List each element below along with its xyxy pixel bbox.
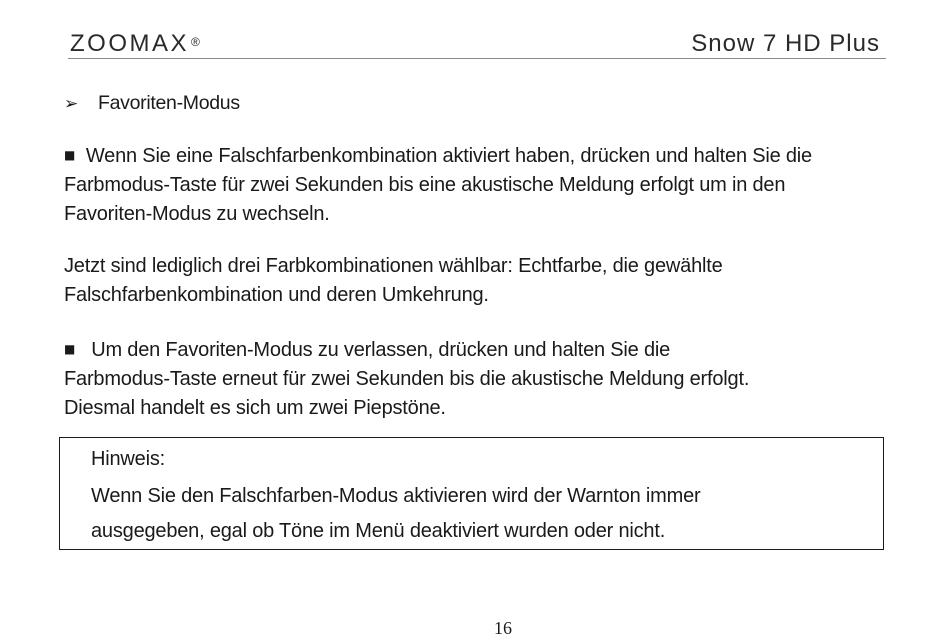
- square-bullet-icon: ■: [64, 342, 76, 356]
- paragraph-line: Farbmodus-Taste erneut für zwei Sekunden bis die akustische Meldung erfolgt.: [64, 368, 750, 390]
- note-box: [59, 437, 884, 550]
- brand-logo: [70, 30, 200, 58]
- paragraph-exit-favorites: [64, 335, 914, 423]
- paragraph-enable-favorites: [64, 141, 914, 229]
- registered-mark: ®: [191, 35, 200, 49]
- brand-name: ZOOMAX: [70, 30, 190, 57]
- paragraph-text: Wenn Sie eine Falschfarbenkombination aktiviert haben, drücken und halten Sie die: [85, 145, 812, 167]
- paragraph-line: Falschfarbenkombination und deren Umkehrung.: [64, 284, 489, 306]
- section-title: Favoriten-Modus: [98, 92, 240, 114]
- paragraph-line: Favoriten-Modus zu wechseln.: [64, 203, 330, 225]
- note-label: Hinweis:: [91, 448, 165, 470]
- paragraph-line: [64, 335, 914, 365]
- paragraph-text: Um den Favoriten-Modus zu verlassen, drücken und halten Sie die: [91, 339, 671, 361]
- paragraph-color-options: [64, 252, 914, 310]
- note-line: Wenn Sie den Falschfarben-Modus aktivieren wird der Warnton immer: [91, 485, 701, 507]
- paragraph-line: [64, 141, 914, 171]
- product-name: Snow 7 HD Plus: [691, 30, 880, 57]
- paragraph-line: Farbmodus-Taste für zwei Sekunden bis eine akustische Meldung erfolgt um in den: [64, 174, 786, 196]
- square-bullet-icon: ■: [64, 148, 76, 162]
- paragraph-line: Jetzt sind lediglich drei Farbkombinationen wählbar: Echtfarbe, die gewählte: [64, 255, 723, 277]
- paragraph-line: Diesmal handelt es sich um zwei Piepstöne.: [64, 397, 446, 419]
- page-header: [68, 28, 886, 59]
- note-line: ausgegeben, egal ob Töne im Menü deaktiviert wurden oder nicht.: [91, 520, 666, 542]
- page-number: 16: [494, 618, 512, 638]
- section-heading: [64, 91, 240, 116]
- arrow-bullet-icon: ➢: [64, 94, 78, 114]
